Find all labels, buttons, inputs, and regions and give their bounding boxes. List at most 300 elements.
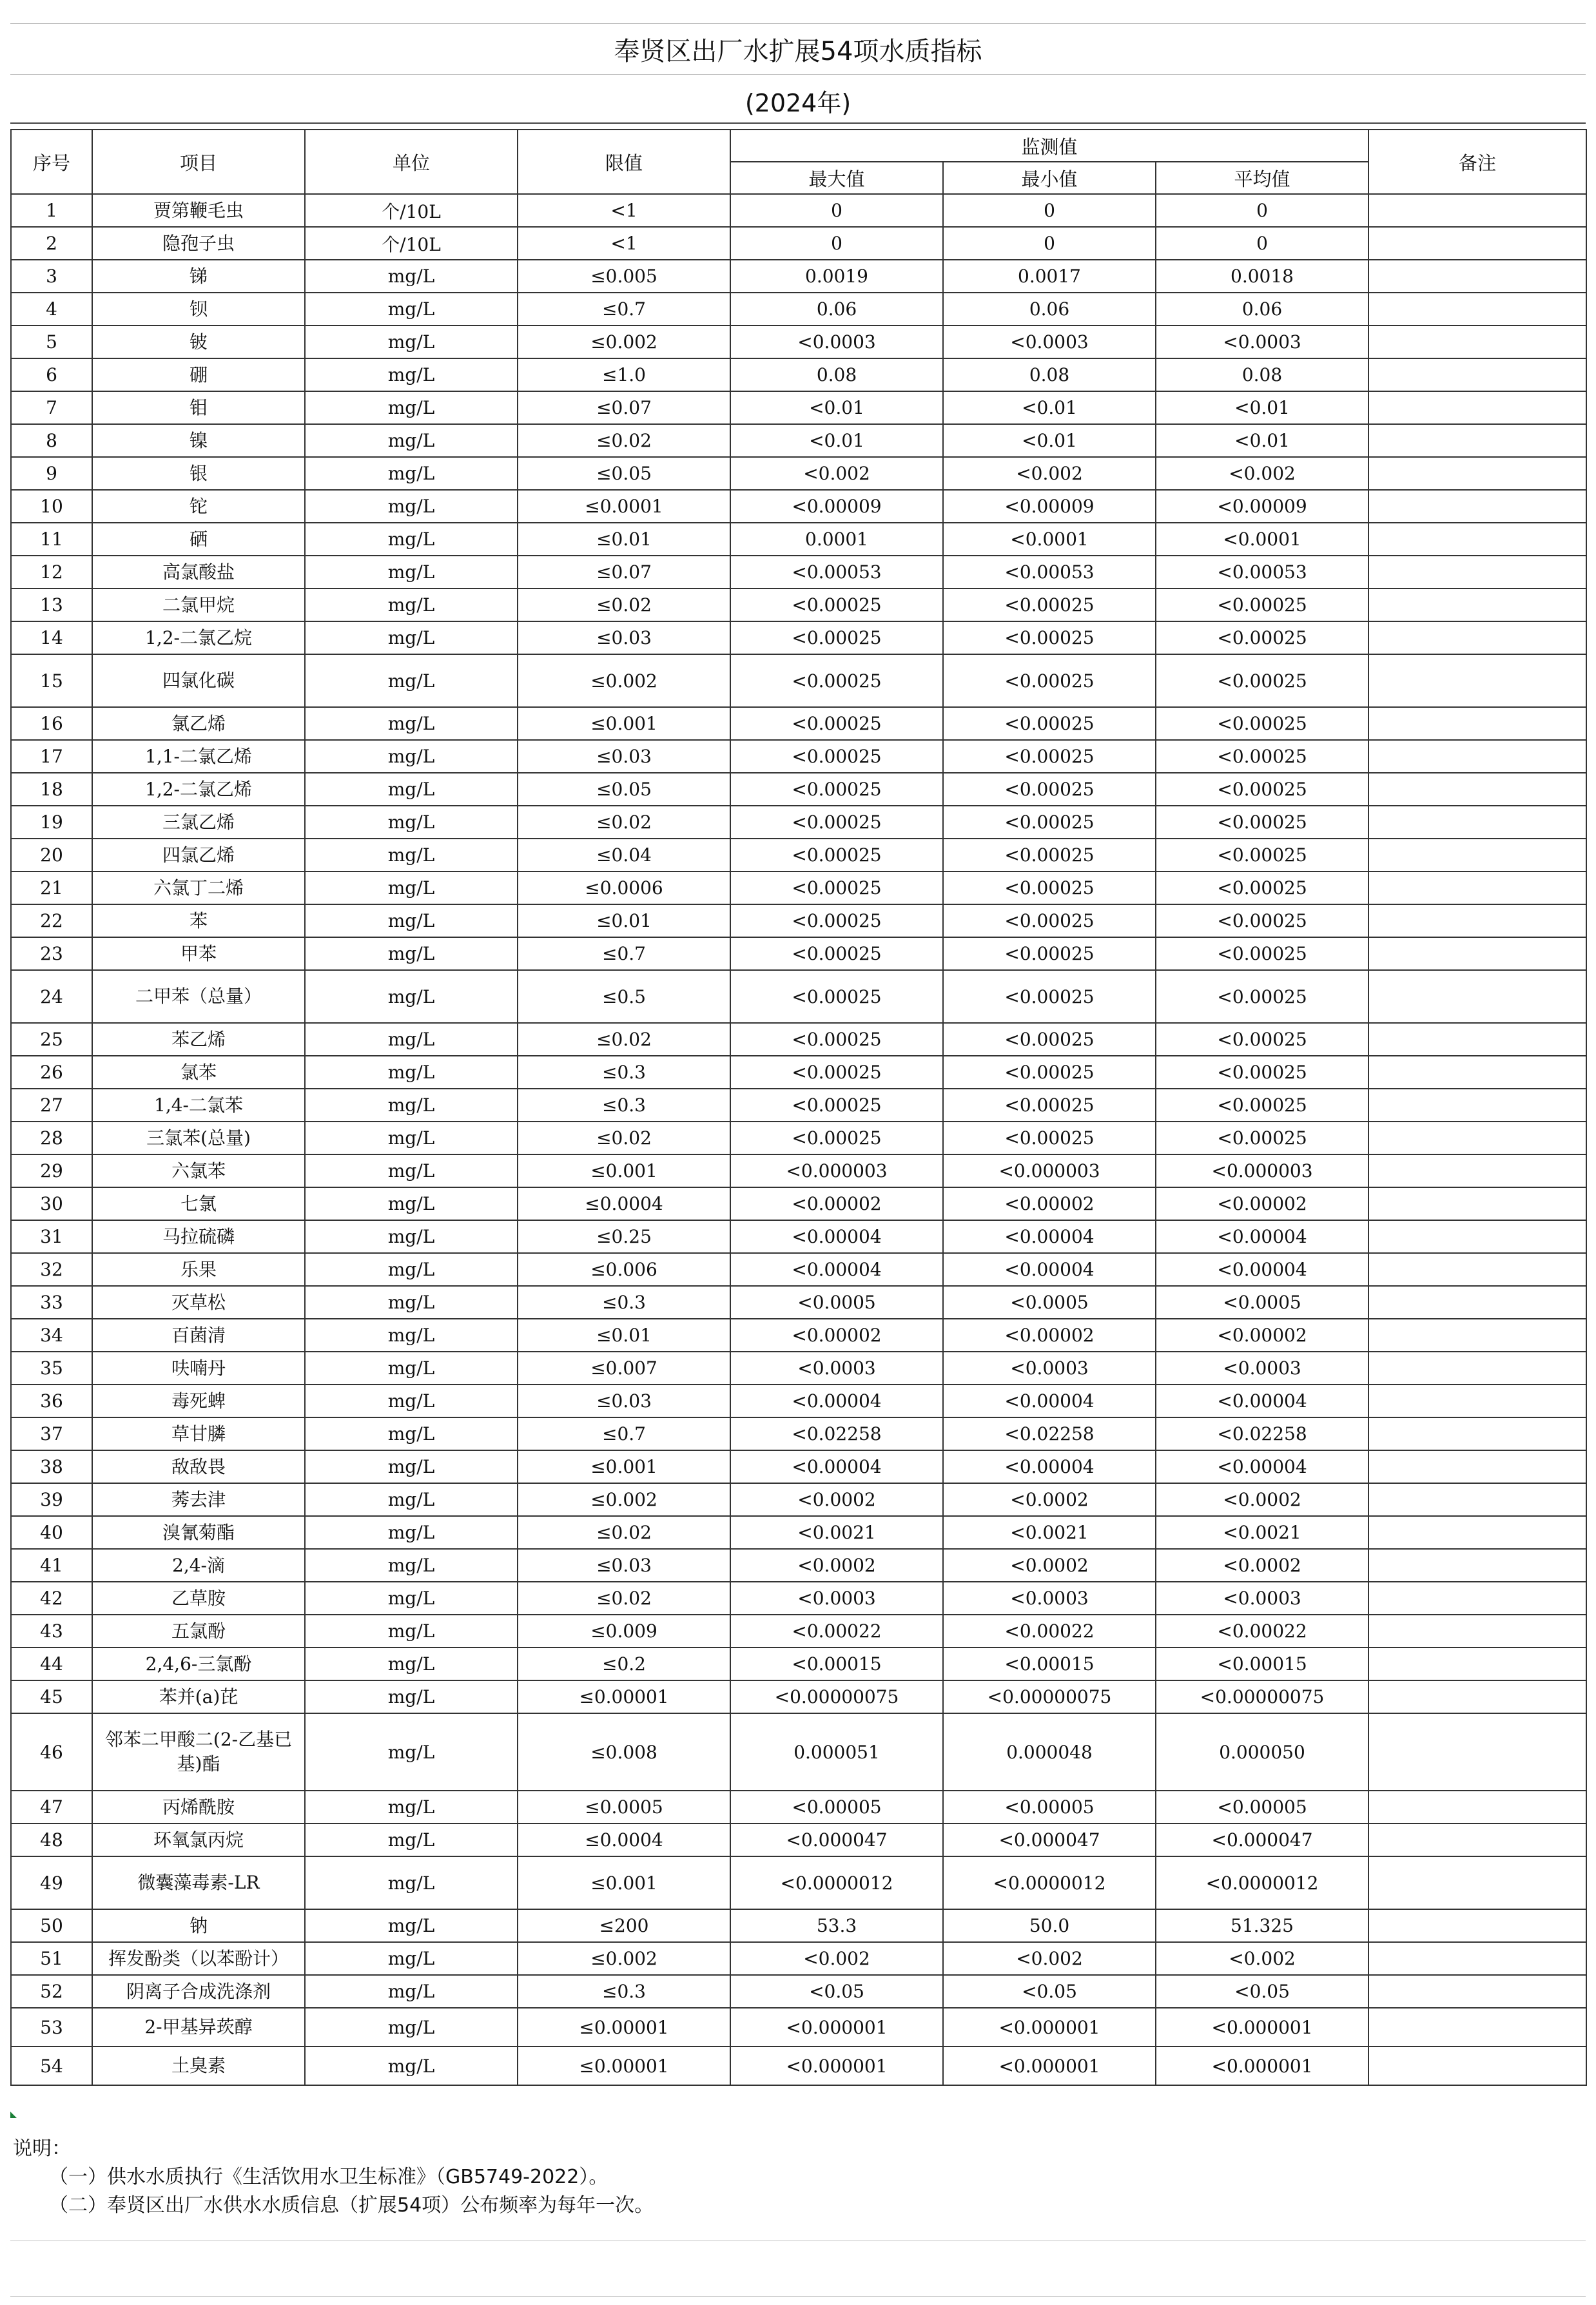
cell-limit: ≤0.002	[518, 654, 730, 707]
table-row	[11, 1549, 1586, 1582]
cell-seq: 46	[11, 1713, 92, 1791]
cell-max: <0.00000075	[730, 1680, 943, 1713]
cell-unit: mg/L	[305, 904, 518, 937]
cell-item: 1,1-二氯乙烯	[92, 740, 305, 773]
cell-seq: 54	[11, 2047, 92, 2085]
cell-note	[1368, 1680, 1586, 1713]
cell-item: 四氯乙烯	[92, 839, 305, 871]
cell-max: 0.08	[730, 358, 943, 391]
cell-note	[1368, 1483, 1586, 1516]
cell-seq: 2	[11, 227, 92, 260]
cell-max: <0.00025	[730, 654, 943, 707]
cell-limit: ≤0.008	[518, 1713, 730, 1791]
table-row	[11, 1791, 1586, 1824]
cell-note	[1368, 1122, 1586, 1154]
cell-max: <0.00025	[730, 1122, 943, 1154]
cell-limit: ≤0.3	[518, 1056, 730, 1089]
cell-min: <0.0003	[943, 326, 1156, 358]
cell-min: <0.0000012	[943, 1856, 1156, 1909]
table-row	[11, 227, 1586, 260]
header-max: 最大值	[730, 162, 943, 194]
cell-unit: mg/L	[305, 839, 518, 871]
cell-avg: <0.00025	[1156, 937, 1368, 970]
cell-item: 二甲苯（总量）	[92, 970, 305, 1023]
cell-note	[1368, 621, 1586, 654]
cell-min: <0.00025	[943, 904, 1156, 937]
table-row	[11, 904, 1586, 937]
cell-max: 0	[730, 194, 943, 227]
cell-item: 镍	[92, 424, 305, 457]
cell-seq: 18	[11, 773, 92, 806]
cell-avg: <0.00004	[1156, 1220, 1368, 1253]
cell-unit: mg/L	[305, 588, 518, 621]
cell-item: 阴离子合成洗涤剂	[92, 1975, 305, 2008]
cell-note	[1368, 970, 1586, 1023]
cell-avg: <0.00053	[1156, 556, 1368, 588]
cell-item: 1,4-二氯苯	[92, 1089, 305, 1122]
cell-limit: ≤0.0006	[518, 871, 730, 904]
cell-min: <0.00025	[943, 1122, 1156, 1154]
cell-min: <0.00025	[943, 621, 1156, 654]
cell-item: 钼	[92, 391, 305, 424]
table-row	[11, 1450, 1586, 1483]
cell-limit: ≤0.07	[518, 556, 730, 588]
table-row	[11, 1615, 1586, 1648]
table-row	[11, 2008, 1586, 2047]
cell-note	[1368, 424, 1586, 457]
cell-avg: 0	[1156, 194, 1368, 227]
cell-note	[1368, 1450, 1586, 1483]
cell-item: 溴氰菊酯	[92, 1516, 305, 1549]
cell-unit: mg/L	[305, 1056, 518, 1089]
cell-unit: mg/L	[305, 1220, 518, 1253]
header-seq: 序号	[11, 130, 92, 194]
cell-marker-icon	[10, 2112, 17, 2118]
cell-note	[1368, 1549, 1586, 1582]
cell-avg: 0.06	[1156, 293, 1368, 326]
cell-item: 钠	[92, 1909, 305, 1942]
cell-min: 0.08	[943, 358, 1156, 391]
cell-avg: <0.01	[1156, 424, 1368, 457]
cell-seq: 3	[11, 260, 92, 293]
table-row	[11, 1975, 1586, 2008]
cell-avg: <0.0002	[1156, 1483, 1368, 1516]
cell-min: 0	[943, 227, 1156, 260]
cell-item: 丙烯酰胺	[92, 1791, 305, 1824]
cell-seq: 36	[11, 1385, 92, 1417]
cell-note	[1368, 1056, 1586, 1089]
cell-seq: 43	[11, 1615, 92, 1648]
cell-seq: 10	[11, 490, 92, 523]
cell-item: 硼	[92, 358, 305, 391]
cell-avg: <0.00025	[1156, 839, 1368, 871]
table-row	[11, 1319, 1586, 1352]
table-row	[11, 937, 1586, 970]
cell-seq: 4	[11, 293, 92, 326]
cell-avg: <0.00025	[1156, 970, 1368, 1023]
cell-limit: ≤0.07	[518, 391, 730, 424]
cell-item: 2,4-滴	[92, 1549, 305, 1582]
cell-min: <0.00009	[943, 490, 1156, 523]
cell-limit: ≤0.02	[518, 1516, 730, 1549]
cell-seq: 42	[11, 1582, 92, 1615]
cell-seq: 20	[11, 839, 92, 871]
cell-limit: ≤0.25	[518, 1220, 730, 1253]
cell-limit: ≤0.05	[518, 773, 730, 806]
cell-item: 二氯甲烷	[92, 588, 305, 621]
cell-avg: <0.00002	[1156, 1187, 1368, 1220]
cell-unit: mg/L	[305, 1089, 518, 1122]
cell-note	[1368, 1220, 1586, 1253]
table-row	[11, 1056, 1586, 1089]
cell-unit: mg/L	[305, 1286, 518, 1319]
cell-max: <0.0005	[730, 1286, 943, 1319]
cell-note	[1368, 1417, 1586, 1450]
cell-max: <0.00005	[730, 1791, 943, 1824]
cell-unit: mg/L	[305, 1417, 518, 1450]
cell-note	[1368, 1942, 1586, 1975]
cell-avg: <0.00000075	[1156, 1680, 1368, 1713]
cell-limit: ≤0.005	[518, 260, 730, 293]
cell-item: 土臭素	[92, 2047, 305, 2085]
cell-min: <0.00004	[943, 1253, 1156, 1286]
cell-limit: ≤0.001	[518, 707, 730, 740]
table-row	[11, 1680, 1586, 1713]
cell-min: 0.000048	[943, 1713, 1156, 1791]
table-row	[11, 1023, 1586, 1056]
cell-limit: ≤0.2	[518, 1648, 730, 1680]
table-row	[11, 1253, 1586, 1286]
table-row	[11, 326, 1586, 358]
cell-avg: 0.08	[1156, 358, 1368, 391]
cell-limit: ≤200	[518, 1909, 730, 1942]
cell-avg: <0.05	[1156, 1975, 1368, 2008]
cell-limit: ≤0.02	[518, 1582, 730, 1615]
cell-item: 四氯化碳	[92, 654, 305, 707]
cell-seq: 53	[11, 2008, 92, 2047]
cell-avg: <0.00022	[1156, 1615, 1368, 1648]
cell-unit: mg/L	[305, 1648, 518, 1680]
cell-min: <0.00025	[943, 707, 1156, 740]
table-row	[11, 621, 1586, 654]
water-quality-sheet	[10, 23, 1586, 2086]
cell-min: <0.00004	[943, 1385, 1156, 1417]
cell-limit: ≤0.0004	[518, 1187, 730, 1220]
cell-avg: <0.00025	[1156, 773, 1368, 806]
cell-note	[1368, 326, 1586, 358]
cell-limit: ≤0.3	[518, 1286, 730, 1319]
table-row	[11, 1154, 1586, 1187]
table-row	[11, 1582, 1586, 1615]
cell-item: 三氯苯(总量)	[92, 1122, 305, 1154]
cell-note	[1368, 2047, 1586, 2085]
cell-max: <0.00004	[730, 1450, 943, 1483]
cell-seq: 52	[11, 1975, 92, 2008]
cell-avg: <0.002	[1156, 1942, 1368, 1975]
cell-max: <0.0021	[730, 1516, 943, 1549]
cell-min: <0.01	[943, 424, 1156, 457]
cell-limit: ≤0.7	[518, 293, 730, 326]
cell-limit: ≤0.02	[518, 1023, 730, 1056]
cell-limit: ≤0.00001	[518, 1680, 730, 1713]
cell-avg: <0.000001	[1156, 2047, 1368, 2085]
cell-max: <0.01	[730, 391, 943, 424]
cell-unit: mg/L	[305, 773, 518, 806]
note-item-1: （一）供水水质执行《生活饮用水卫生标准》（GB5749-2022）。	[49, 2166, 608, 2188]
cell-note	[1368, 457, 1586, 490]
table-row	[11, 1286, 1586, 1319]
cell-avg: <0.0000012	[1156, 1856, 1368, 1909]
cell-unit: mg/L	[305, 1253, 518, 1286]
cell-avg: <0.00025	[1156, 1023, 1368, 1056]
table-row	[11, 1352, 1586, 1385]
cell-item: 百菌清	[92, 1319, 305, 1352]
cell-unit: mg/L	[305, 1450, 518, 1483]
cell-max: <0.002	[730, 457, 943, 490]
cell-item: 铊	[92, 490, 305, 523]
cell-item: 毒死蜱	[92, 1385, 305, 1417]
cell-limit: ≤0.01	[518, 1319, 730, 1352]
cell-unit: mg/L	[305, 621, 518, 654]
cell-seq: 47	[11, 1791, 92, 1824]
table-row	[11, 358, 1586, 391]
cell-limit: ≤0.001	[518, 1856, 730, 1909]
cell-unit: mg/L	[305, 326, 518, 358]
cell-unit: mg/L	[305, 654, 518, 707]
table-row	[11, 1516, 1586, 1549]
cell-unit: mg/L	[305, 871, 518, 904]
cell-max: <0.0003	[730, 1582, 943, 1615]
cell-min: <0.00025	[943, 1089, 1156, 1122]
cell-seq: 29	[11, 1154, 92, 1187]
table-row	[11, 1220, 1586, 1253]
cell-item: 1,2-二氯乙烷	[92, 621, 305, 654]
cell-max: <0.00025	[730, 937, 943, 970]
cell-item: 苯乙烯	[92, 1023, 305, 1056]
cell-max: <0.01	[730, 424, 943, 457]
cell-max: <0.0000012	[730, 1856, 943, 1909]
cell-unit: mg/L	[305, 490, 518, 523]
cell-seq: 8	[11, 424, 92, 457]
cell-note	[1368, 260, 1586, 293]
cell-limit: ≤0.0001	[518, 490, 730, 523]
cell-seq: 51	[11, 1942, 92, 1975]
table-row	[11, 457, 1586, 490]
cell-note	[1368, 1975, 1586, 2008]
cell-item: 邻苯二甲酸二(2-乙基已基)酯	[92, 1713, 305, 1791]
cell-unit: mg/L	[305, 740, 518, 773]
cell-unit: mg/L	[305, 2008, 518, 2047]
cell-avg: <0.00025	[1156, 621, 1368, 654]
cell-min: <0.01	[943, 391, 1156, 424]
cell-max: <0.0003	[730, 1352, 943, 1385]
cell-note	[1368, 1648, 1586, 1680]
cell-avg: <0.00005	[1156, 1791, 1368, 1824]
cell-max: 0.06	[730, 293, 943, 326]
cell-limit: ≤0.04	[518, 839, 730, 871]
cell-note	[1368, 1319, 1586, 1352]
cell-seq: 13	[11, 588, 92, 621]
cell-item: 七氯	[92, 1187, 305, 1220]
cell-note	[1368, 227, 1586, 260]
cell-min: <0.00004	[943, 1220, 1156, 1253]
cell-min: <0.00025	[943, 654, 1156, 707]
table-row	[11, 1122, 1586, 1154]
cell-unit: mg/L	[305, 556, 518, 588]
table-row	[11, 490, 1586, 523]
cell-unit: mg/L	[305, 1154, 518, 1187]
cell-unit: mg/L	[305, 1187, 518, 1220]
cell-avg: <0.01	[1156, 391, 1368, 424]
cell-item: 乙草胺	[92, 1582, 305, 1615]
cell-min: <0.00025	[943, 773, 1156, 806]
cell-unit: mg/L	[305, 358, 518, 391]
table-row	[11, 707, 1586, 740]
cell-min: <0.00025	[943, 740, 1156, 773]
cell-avg: 0.000050	[1156, 1713, 1368, 1791]
cell-item: 甲苯	[92, 937, 305, 970]
cell-seq: 38	[11, 1450, 92, 1483]
cell-avg: 0.0018	[1156, 260, 1368, 293]
cell-max: <0.00022	[730, 1615, 943, 1648]
cell-limit: ≤0.7	[518, 937, 730, 970]
cell-seq: 11	[11, 523, 92, 556]
cell-seq: 19	[11, 806, 92, 839]
cell-note	[1368, 490, 1586, 523]
cell-seq: 14	[11, 621, 92, 654]
cell-seq: 49	[11, 1856, 92, 1909]
cell-max: <0.05	[730, 1975, 943, 2008]
cell-min: <0.00000075	[943, 1680, 1156, 1713]
cell-max: <0.000047	[730, 1824, 943, 1856]
table-row	[11, 773, 1586, 806]
cell-max: <0.00025	[730, 621, 943, 654]
cell-limit: ≤0.03	[518, 1385, 730, 1417]
cell-limit: ≤0.002	[518, 1942, 730, 1975]
table-row	[11, 1824, 1586, 1856]
cell-min: <0.00002	[943, 1187, 1156, 1220]
cell-max: <0.00025	[730, 1089, 943, 1122]
cell-note	[1368, 391, 1586, 424]
cell-avg: <0.00002	[1156, 1319, 1368, 1352]
cell-item: 莠去津	[92, 1483, 305, 1516]
cell-avg: <0.00025	[1156, 904, 1368, 937]
cell-limit: ≤0.00001	[518, 2008, 730, 2047]
cell-note	[1368, 1154, 1586, 1187]
cell-min: <0.002	[943, 457, 1156, 490]
cell-min: <0.0005	[943, 1286, 1156, 1319]
cell-limit: ≤0.3	[518, 1089, 730, 1122]
cell-note	[1368, 194, 1586, 227]
cell-seq: 26	[11, 1056, 92, 1089]
table-row	[11, 1417, 1586, 1450]
cell-max: <0.00025	[730, 1056, 943, 1089]
cell-unit: mg/L	[305, 1680, 518, 1713]
notes-section	[13, 2135, 654, 2220]
cell-limit: ≤1.0	[518, 358, 730, 391]
cell-seq: 23	[11, 937, 92, 970]
note-item-2: （二）奉贤区出厂水供水水质信息（扩展54项）公布频率为每年一次。	[49, 2194, 654, 2217]
cell-min: <0.000003	[943, 1154, 1156, 1187]
table-row	[11, 871, 1586, 904]
cell-max: <0.00004	[730, 1385, 943, 1417]
cell-note	[1368, 1385, 1586, 1417]
cell-note	[1368, 358, 1586, 391]
cell-item: 2-甲基异莰醇	[92, 2008, 305, 2047]
cell-max: <0.00004	[730, 1253, 943, 1286]
cell-note	[1368, 588, 1586, 621]
cell-min: <0.0003	[943, 1582, 1156, 1615]
cell-limit: <1	[518, 227, 730, 260]
cell-min: <0.000001	[943, 2008, 1156, 2047]
table-row	[11, 1942, 1586, 1975]
cell-min: <0.000001	[943, 2047, 1156, 2085]
cell-note	[1368, 1582, 1586, 1615]
cell-min: 0	[943, 194, 1156, 227]
cell-note	[1368, 1286, 1586, 1319]
header-item: 项目	[92, 130, 305, 194]
table-row	[11, 1648, 1586, 1680]
cell-limit: ≤0.009	[518, 1615, 730, 1648]
cell-max: <0.00025	[730, 588, 943, 621]
cell-min: <0.0021	[943, 1516, 1156, 1549]
table-row	[11, 588, 1586, 621]
cell-note	[1368, 1516, 1586, 1549]
cell-min: <0.00004	[943, 1450, 1156, 1483]
cell-max: <0.000003	[730, 1154, 943, 1187]
cell-min: <0.00015	[943, 1648, 1156, 1680]
cell-min: <0.00025	[943, 871, 1156, 904]
table-row	[11, 970, 1586, 1023]
cell-item: 苯	[92, 904, 305, 937]
cell-avg: <0.00025	[1156, 1122, 1368, 1154]
header-monitor: 监测值	[730, 130, 1368, 162]
table-row	[11, 654, 1586, 707]
cell-avg: <0.00025	[1156, 588, 1368, 621]
cell-unit: mg/L	[305, 1824, 518, 1856]
cell-note	[1368, 293, 1586, 326]
cell-unit: mg/L	[305, 1975, 518, 2008]
cell-limit: ≤0.3	[518, 1975, 730, 2008]
cell-unit: mg/L	[305, 1549, 518, 1582]
cell-min: 0.0017	[943, 260, 1156, 293]
header-min: 最小值	[943, 162, 1156, 194]
cell-item: 氯苯	[92, 1056, 305, 1089]
cell-seq: 6	[11, 358, 92, 391]
cell-limit: ≤0.05	[518, 457, 730, 490]
cell-min: <0.00025	[943, 839, 1156, 871]
cell-avg: <0.0021	[1156, 1516, 1368, 1549]
cell-avg: 0	[1156, 227, 1368, 260]
cell-seq: 16	[11, 707, 92, 740]
cell-note	[1368, 937, 1586, 970]
cell-max: 53.3	[730, 1909, 943, 1942]
cell-avg: <0.00004	[1156, 1450, 1368, 1483]
cell-note	[1368, 707, 1586, 740]
cell-seq: 44	[11, 1648, 92, 1680]
cell-min: 0.06	[943, 293, 1156, 326]
cell-note	[1368, 1791, 1586, 1824]
cell-avg: <0.0003	[1156, 1582, 1368, 1615]
cell-note	[1368, 1023, 1586, 1056]
cell-min: <0.00005	[943, 1791, 1156, 1824]
cell-min: <0.0001	[943, 523, 1156, 556]
cell-max: <0.000001	[730, 2047, 943, 2085]
cell-min: <0.0003	[943, 1352, 1156, 1385]
cell-unit: mg/L	[305, 1942, 518, 1975]
cell-item: 钡	[92, 293, 305, 326]
cell-avg: <0.00004	[1156, 1385, 1368, 1417]
